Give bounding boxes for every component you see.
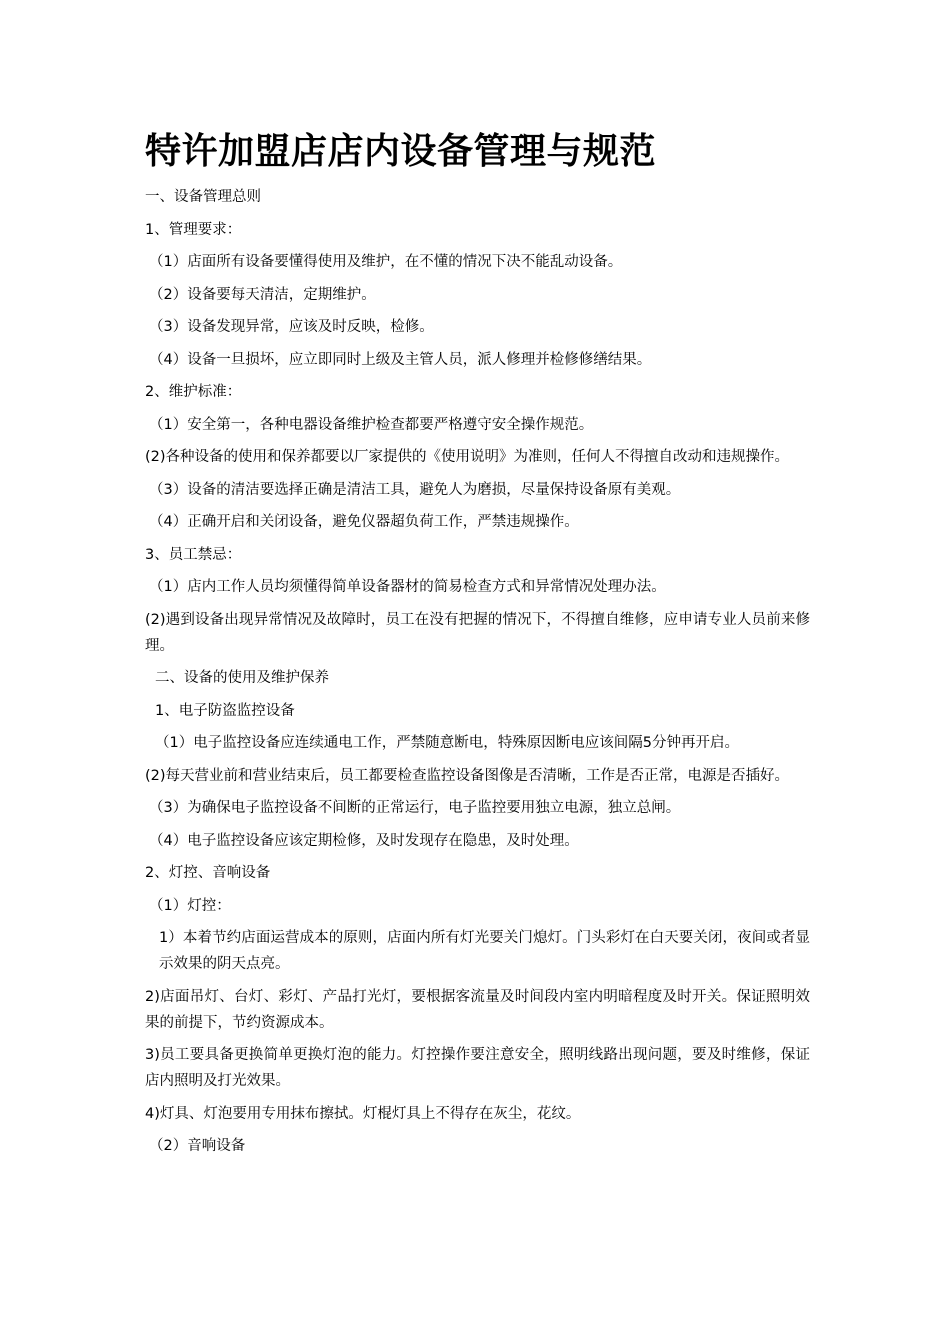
subsection-heading-requirements: 1、管理要求： — [145, 221, 242, 238]
paragraph-standard-3: （3）设备的清洁要选择正确是清洁工具，避免人为磨损，尽量保持设备原有美观。 — [149, 481, 681, 498]
paragraph-audio-heading: （2）音响设备 — [149, 1138, 246, 1154]
subsection-heading-taboos: 3、员工禁忌： — [145, 546, 242, 563]
paragraph-lighting-2: 2)店面吊灯、台灯、彩灯、产品打光灯，要根据客流量及时间段内室内明暗程度及时开关。保证照明效果的前提下，节约资源成本。 — [145, 988, 810, 1031]
subsection-heading-standards: 2、维护标准： — [145, 384, 242, 400]
paragraph-monitoring-1: （1）电子监控设备应连续通电工作，严禁随意断电，特殊原因断电应该间隔5分钟再开启。 — [155, 735, 739, 751]
subsection-heading-lighting-audio: 2、灯控、音响设备 — [145, 865, 271, 881]
section-heading-usage: 二、设备的使用及维护保养 — [155, 670, 329, 686]
section-heading-general: 一、设备管理总则 — [145, 189, 261, 205]
paragraph-standard-4: （4）正确开启和关闭设备，避免仪器超负荷工作，严禁违规操作。 — [149, 514, 579, 530]
paragraph-lighting-3: 3)员工要具备更换简单更换灯泡的能力。灯控操作要注意安全，照明线路出现问题，要及时维修，保证店内照明及打光效果。 — [145, 1047, 810, 1089]
paragraph-standard-2: (2)各种设备的使用和保养都要以厂家提供的《使用说明》为准则，任何人不得擅自改动和违规操作。 — [145, 449, 790, 465]
paragraph-monitoring-3: （3）为确保电子监控设备不间断的正常运行，电子监控要用独立电源，独立总闸。 — [149, 800, 681, 816]
paragraph-taboo-2: (2)遇到设备出现异常情况及故障时，员工在没有把握的情况下，不得擅自维修，应申请专业人员前来修理。 — [145, 611, 810, 654]
paragraph-taboo-1: （1）店内工作人员均须懂得简单设备器材的简易检查方式和异常情况处理办法。 — [149, 579, 666, 595]
paragraph-monitoring-4: （4）电子监控设备应该定期检修，及时发现存在隐患，及时处理。 — [149, 832, 579, 849]
document-body — [145, 126, 810, 1166]
subsection-heading-monitoring: 1、电子防盗监控设备 — [155, 702, 295, 719]
paragraph-monitoring-2: (2)每天营业前和营业结束后，员工都要检查监控设备图像是否清晰，工作是否正常，电源是否插好。 — [145, 767, 790, 784]
paragraph-requirement-1: （1）店面所有设备要懂得使用及维护，在不懂的情况下决不能乱动设备。 — [149, 254, 623, 270]
paragraph-lighting-1: 1）本着节约店面运营成本的原则，店面内所有灯光要关门熄灯。门头彩灯在白天要关闭，夜间或者显示效果的阴天点亮。 — [159, 930, 810, 972]
paragraph-standard-1: （1）安全第一，各种电器设备维护检查都要严格遵守安全操作规范。 — [149, 416, 594, 433]
paragraph-lighting-4: 4)灯具、灯泡要用专用抹布擦拭。灯棍灯具上不得存在灰尘，花纹。 — [145, 1105, 581, 1122]
paragraph-requirement-3: （3）设备发现异常，应该及时反映，检修。 — [149, 319, 434, 335]
paragraph-requirement-2: （2）设备要每天清洁，定期维护。 — [149, 286, 376, 303]
document-title: 特许加盟店店内设备管理与规范 — [145, 130, 657, 172]
paragraph-lighting-heading: （1）灯控： — [149, 897, 231, 914]
paragraph-requirement-4: （4）设备一旦损坏，应立即同时上级及主管人员，派人修理并检修修缮结果。 — [149, 351, 652, 368]
